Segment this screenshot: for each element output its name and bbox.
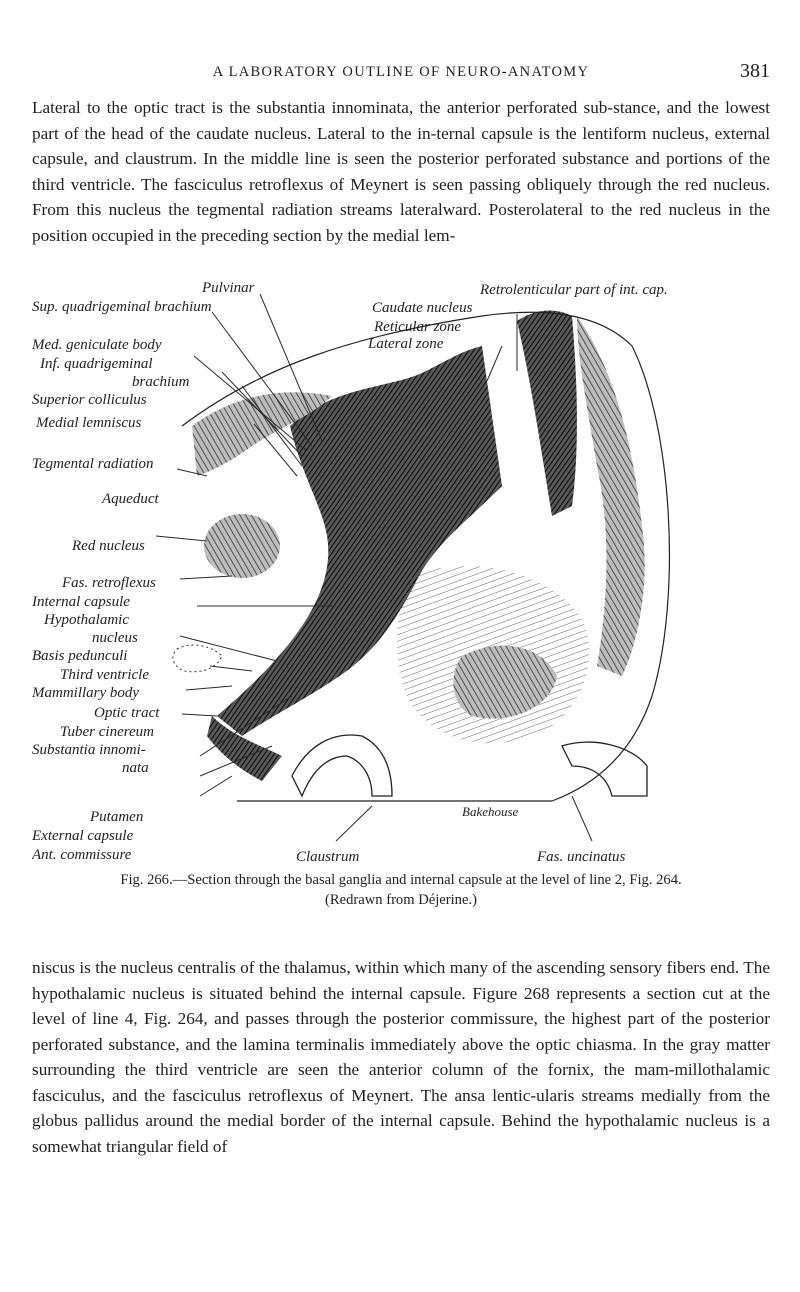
page-header (32, 62, 770, 86)
right-lower-outline (562, 742, 647, 796)
label-reticular-zone: Reticular zone (374, 319, 462, 335)
label-optic-tract: Optic tract (94, 705, 160, 721)
label-pulvinar: Pulvinar (202, 280, 255, 296)
claustrum-outline (292, 735, 392, 796)
label-retrolenticular: Retrolenticular part of int. cap. (480, 282, 668, 298)
label-nucleus: nucleus (92, 630, 138, 646)
label-lateral-zone: Lateral zone (368, 336, 444, 352)
label-red-nucleus: Red nucleus (72, 538, 145, 554)
retrolenticular-column (577, 316, 645, 676)
label-fas-uncinatus: Fas. uncinatus (537, 849, 626, 865)
caudate-column (517, 311, 577, 516)
label-ant-commissure: Ant. commissure (32, 847, 132, 863)
illustrator-signature: Bakehouse (462, 804, 519, 819)
label-superior-colliculus: Superior colliculus (32, 392, 147, 408)
label-medial-lemniscus: Medial lemniscus (36, 415, 142, 431)
caption-line-1: Fig. 266.—Section through the basal ganglia and internal capsule at the level of line 2, Fig. 264. (120, 872, 682, 888)
label-fas-retroflexus: Fas. retroflexus (62, 575, 156, 591)
figure-caption (32, 870, 770, 910)
label-claustrum: Claustrum (296, 849, 360, 865)
running-head: A LABORATORY OUTLINE OF NEURO-ANATOMY (212, 64, 590, 80)
label-caudate-nucleus: Caudate nucleus (372, 300, 473, 316)
label-basis-pedunculi: Basis pedunculi (32, 648, 128, 664)
label-brachium: brachium (132, 374, 190, 390)
third-ventricle-outline (173, 645, 222, 672)
caption-line-2: (Redrawn from Déjerine.) (325, 892, 477, 908)
brain-section-illustration (32, 276, 770, 866)
red-nucleus-shape (204, 514, 280, 578)
page-number: 381 (740, 60, 770, 82)
label-putamen: Putamen (90, 809, 144, 825)
paragraph-2: niscus is the nucleus centralis of the thalamus, within which many of the ascending sensory fibers end. The hypothalamic nucleus is situated behind the internal capsule. Figure 268 represents a section cut at the level of line 4, Fig. 264, and passes through the posterior commissure, the highest part of the posterior perforated substance, and the lamina terminalis immediately above the optic chiasma. In the gray matter surrounding the third ventricle are seen the anterior column of the fornix, the mam-millothalamic fasciculus, and the fasciculus retroflexus of Meynert. The ansa lentic-ularis streams medially from the globus pallidus around the medial border of the internal capsule. Behind the hypothalamic nucleus is a somewhat triangular field of (32, 958, 770, 1156)
label-hypothalamic: Hypothalamic (44, 612, 129, 628)
label-med-geniculate-body: Med. geniculate body (32, 337, 162, 353)
label-internal-capsule: Internal capsule (32, 594, 130, 610)
label-aqueduct: Aqueduct (102, 491, 159, 507)
label-sup-quadrigeminal-brachium: Sup. quadrigeminal brachium (32, 299, 212, 315)
label-third-ventricle: Third ventricle (60, 667, 150, 683)
label-mammillary-body: Mammillary body (32, 685, 140, 701)
label-substantia-innominata: Substantia innomi- (32, 742, 146, 758)
label-inf-quadrigeminal: Inf. quadrigeminal (40, 356, 153, 372)
label-tegmental-radiation: Tegmental radiation (32, 456, 154, 472)
figure-266 (32, 276, 770, 866)
label-tuber-cinereum: Tuber cinereum (60, 724, 155, 740)
paragraph-1: Lateral to the optic tract is the substantia innominata, the anterior perforated sub-stance, and the lowest part of the head of the caudate nucleus. Lateral to the in-ternal capsule is the lentiform nucleus, external capsule, and claustrum. In the middle line is seen the posterior perforated substance and portions of the third ventricle. The fasciculus retroflexus of Meynert is seen passing obliquely through the red nucleus. From this nucleus the tegmental radiation streams lateralward. Posterolateral to the red nucleus in the position occupied in the preceding section by the medial lem- (32, 98, 770, 245)
label-nata: nata (122, 760, 149, 776)
label-external-capsule: External capsule (32, 828, 134, 844)
